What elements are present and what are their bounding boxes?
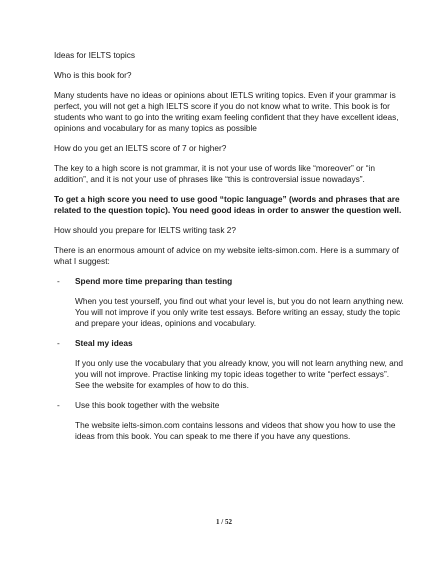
page-number: 1 / 52	[216, 518, 232, 526]
question-who-for: Who is this book for?	[54, 70, 132, 80]
document-page	[54, 50, 404, 451]
bullet-text: The website ielts-simon.com contains lessons and videos that show you how to use the ideas from this book. You can speak to me there if you have any questions.	[75, 420, 396, 441]
bullet-label: Spend more time preparing than testing	[75, 276, 233, 286]
document-heading: Ideas for IELTS topics	[54, 50, 136, 60]
bullet-dash: -	[57, 400, 60, 410]
question-score-7: How do you get an IELTS score of 7 or higher?	[54, 143, 227, 153]
bullet-label: Steal my ideas	[75, 338, 133, 348]
bullet-spend-time	[54, 276, 404, 287]
paragraph-intro: Many students have no ideas or opinions about IETLS writing topics. Even if your grammar is perfect, you will not get a high IELTS score if you do not know what to write. This book is for students who want to go into the writing exam feeling confident that they have excellent ideas, opinions and vocabulary for as many topics as possible	[54, 90, 399, 133]
bullet-use-book	[54, 400, 404, 411]
question-prepare: How should you prepare for IELTS writing task 2?	[54, 225, 237, 235]
bullet-dash: -	[57, 276, 60, 286]
bullet-text: If you only use the vocabulary that you already know, you will not learn anything new, and you will not improve. Practise linking my topic ideas together to write “perfect essays”. See the website for examples of how to do this.	[75, 358, 403, 390]
bullet-dash: -	[57, 338, 60, 348]
paragraph-advice: There is an enormous amount of advice on my website ielts-simon.com. Here is a summary of what I suggest:	[54, 245, 399, 266]
bullet-text: When you test yourself, you find out what your level is, but you do not learn anything new. You will not improve if you only write test essays. Before writing an essay, study the topic and prepare your ideas, opinions and vocabulary.	[75, 296, 404, 328]
paragraph-topic-language: To get a high score you need to use good “topic language” (words and phrases that are related to the question topic). You need good ideas in order to answer the question well.	[54, 194, 402, 215]
paragraph-key: The key to a high score is not grammar, it is not your use of words like “moreover” or “in addition”, and it is not your use of phrases like “this is controversial issue nowadays”.	[54, 163, 375, 184]
bullet-steal-ideas	[54, 338, 404, 349]
bullet-label: Use this book together with the website	[75, 400, 220, 410]
